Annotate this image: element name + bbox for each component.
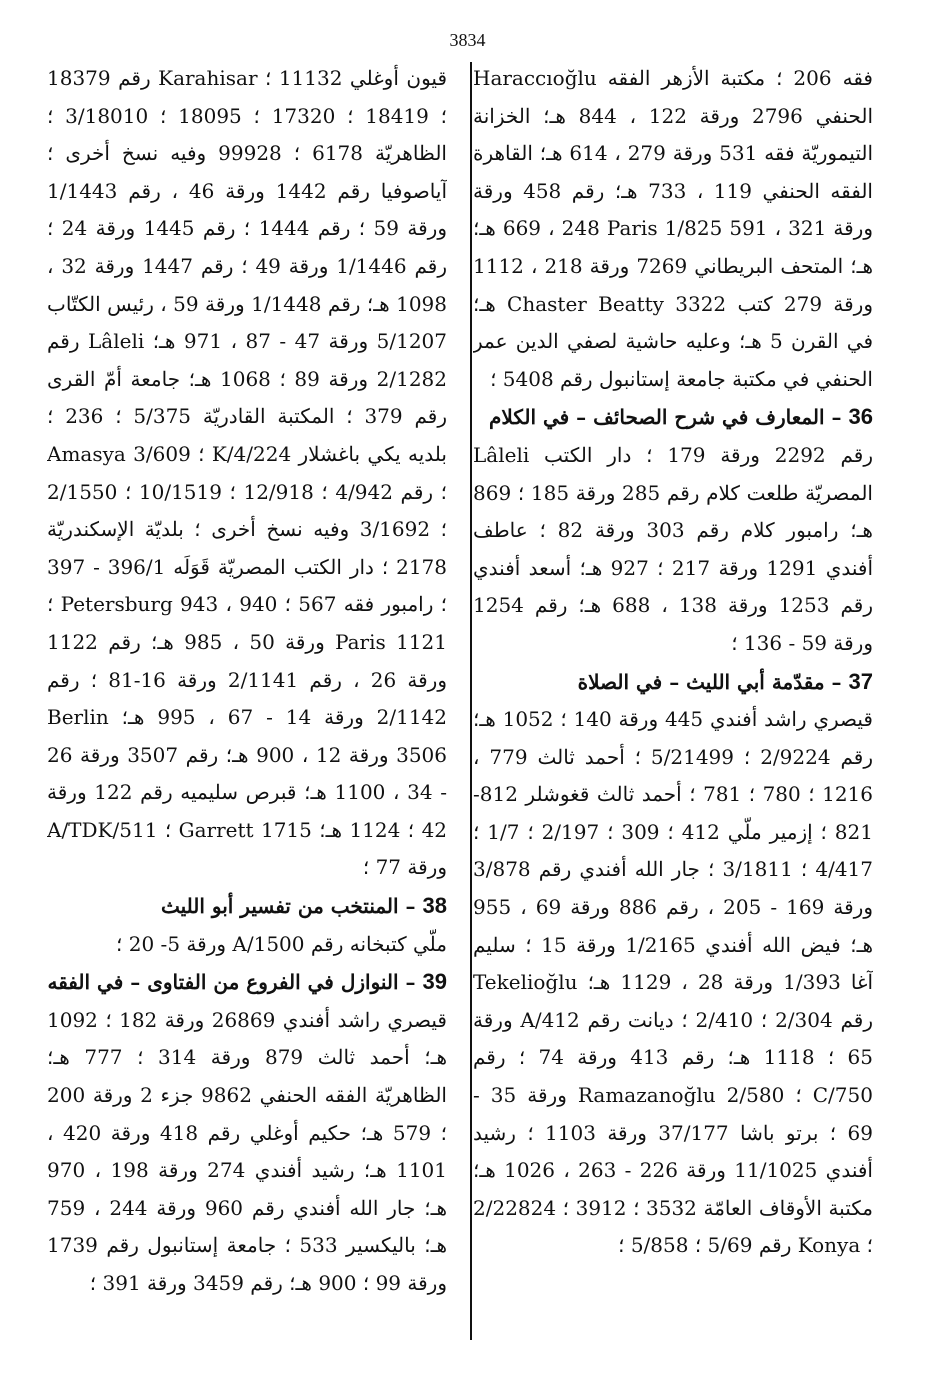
right-column-intro-text: Haraccıoğlu فقه 206 ؛ مكتبة الأزهر الفقه الحنفي 2796 ورقة 122 ، 844 هـ؛ الخزانة التيموريّة فقه 531 ورقة 279 ، 614 هـ؛ القاهرة الفقه الحنفي 119 ، 733 هـ؛ رقم 458 ورقة 248 ، 669 هـ؛ Paris 1/825 ورقة 321 ، 591 هـ؛ المتحف البريطاني 7269 ورقة 218 ، 1112 هـ؛ Chaster Beatty 3322 ورقة 279 كتب في القرن 5 هـ؛ وعليه حاشية لصفي الدين عمر الحنفي في مكتبة جامعة إستانبول رقم 5408 ؛ [473, 66, 873, 391]
entry-38-heading [47, 887, 447, 926]
entry-36-number: 36 [848, 404, 873, 430]
entry-38-title: – المنتخب من تفسير أبو الليث [160, 894, 416, 919]
entry-37-title: – مقدّمة أبي الليث – في الصلاة [577, 669, 842, 694]
entry-39-heading [47, 963, 447, 1002]
column-divider [470, 62, 472, 1340]
right-column [473, 60, 873, 1350]
entry-39-number: 39 [422, 969, 447, 995]
left-column-intro-text: قيون أوغلي 11132 ؛ Karahisar رقم 18379 ؛ 18419 ؛ 17320 ؛ 18095 ؛ 3/18010 ؛ الظاهريّة 6178 ؛ 99928 وفيه نسخ أخرى ؛ آياصوفيا رقم 1442 ورقة 46 ، رقم 1/1443 ورقة 59 ؛ رقم 1444 ؛ رقم 1445 ورقة 24 ؛ رقم 1/1446 ورقة 49 ؛ رقم 1447 ورقة 32 ، 1098 هـ؛ رقم 1/1448 ورقة 59 ، رئيس الكتّاب 5/1207 ورقة 47 - 87 ، 971 هـ؛ Lâleli رقم 2/1282 ورقة 89 ؛ 1068 هـ؛ جامعة أمّ القرى رقم 379 ؛ المكتبة القادريّة 5/375 ؛ 236 ؛ بلديه يكي باغشلار 4/224/K ؛ Amasya 3/609 ؛ رقم 4/942 ؛ 12/918 ؛ 10/1519 ؛ 2/1550 ؛ 3/1692 وفيه نسخ أخرى ؛ بلديّة الإسكندريّة 2178 ؛ دار الكتب المصريّة قَوَلَه 396/1 - 397 ؛ رامبور فقه 567 ؛ Petersburg 943 ، 940 ؛ Paris 1121 ورقة 50 ، 985 هـ؛ رقم 1122 ورقة 26 ، رقم 2/1141 ورقة 16-81 ؛ رقم 2/1142 ورقة 14 - 67 ، 995 هـ؛ Berlin 3506 ورقة 12 ، 900 هـ؛ رقم 3507 ورقة 26 - 34 ، 1100 هـ؛ قبرص سليميه رقم 122 ورقة 42 ؛ 1124 هـ؛ Garrett 1715 ؛ 511/A/TDK ورقة 77 ؛ [47, 66, 447, 880]
entry-37-heading [473, 663, 873, 702]
entry-39-text: قيصري راشد أفندي 26869 ورقة 182 ؛ 1092 هـ؛ أحمد ثالث 879 ورقة 314 ؛ 777 هـ؛ الظاهريّة الفقه الحنفي 9862 جزء 2 ورقة 200 ؛ 579 هـ؛ حكيم أوغلي رقم 418 ورقة 420 ، 1101 هـ؛ رشيد أفندي 274 ورقة 198 ، 970 هـ؛ جار الله أفندي رقم 960 ورقة 244 ، 759 هـ؛ باليكسير 533 ؛ جامعة إستانبول رقم 1739 ورقة 99 ؛ 900 هـ؛ رقم 3459 ورقة 391 ؛ [47, 1007, 447, 1295]
entry-36-text: Lâleli رقم 2292 ورقة 179 ؛ دار الكتب المصريّة طلعت كلام رقم 285 ورقة 185 ؛ 869 هـ؛ رامبور كلام رقم 303 ورقة 82 ؛ عاطف أفندي 1291 ورقة 217 ؛ 927 هـ؛ أسعد أفندي رقم 1253 ورقة 138 ، 688 هـ؛ رقم 1254 ورقة 59 - 136 ؛ [473, 442, 873, 655]
entry-36-title: – المعارف في شرح الصحائف – في الكلام [489, 405, 842, 430]
entry-37-number: 37 [848, 668, 873, 694]
entry-36-heading [473, 398, 873, 437]
entry-39-title: – النوازل في الفروع من الفتاوى – في الفقه [47, 970, 416, 995]
entry-37-text: قيصري راشد أفندي 445 ورقة 140 ؛ 1052 هـ؛ رقم 2/9224 ؛ 5/21499 ؛ أحمد ثالث 779 ، 1216 ؛ 780 ؛ 781 ؛ أحمد ثالث قغوشلر 812-821 ؛ إزمير ملّي 412 ؛ 309 ؛ 2/197 ؛ 1/7 ؛ 4/417 ؛ 3/1811 ؛ جار الله أفندي رقم 3/878 ورقة 169 - 205 ، رقم 886 ورقة 69 ، 955 هـ؛ فيض الله أفندي 1/2165 ورقة 15 ؛ سليم آغا 1/393 ورقة 28 ، 1129 هـ؛ Tekelioğlu رقم 2/304 ؛ 2/410 ؛ ديانت رقم 412/A ورقة 65 ؛ 1118 هـ؛ رقم 413 ورقة 74 ؛ رقم 750/C ؛ Ramazanoğlu 2/580 ورقة 35 - 69 ؛ برتو باشا 37/177 ورقة 1103 ؛ رشيد أفندي 11/1025 ورقة 226 - 263 ، 1026 هـ؛ مكتبة الأوقاف العامّة 3532 ؛ 3912 ؛ 2/22824 ؛ Konya رقم 5/69 ؛ 5/858 ؛ [473, 707, 873, 1258]
page-number: 3834 [449, 30, 486, 50]
left-column [47, 60, 447, 1350]
entry-38-number: 38 [422, 893, 447, 919]
entry-38-text: ملّي كتبخانه رقم 1500/A ورقة 5- 20 ؛ [116, 931, 447, 956]
